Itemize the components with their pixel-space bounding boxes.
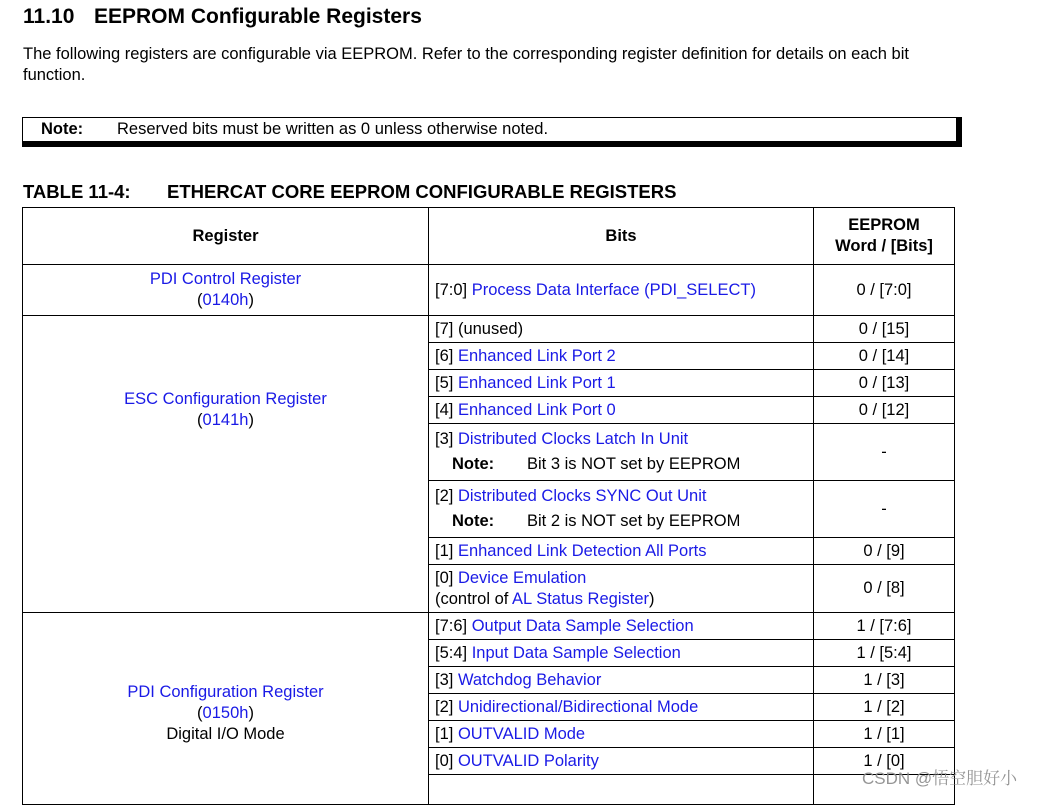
register-link-pdi-control[interactable]: PDI Control Register bbox=[149, 270, 302, 288]
bits-cell bbox=[429, 667, 814, 694]
eeprom-cell: 1 / [0] bbox=[814, 748, 955, 775]
paren: ( bbox=[197, 291, 203, 309]
bits-cell bbox=[429, 775, 814, 805]
bit-link[interactable]: Enhanced Link Port 2 bbox=[457, 346, 616, 365]
bit-link[interactable]: Watchdog Behavior bbox=[457, 670, 602, 689]
bit-link[interactable]: Enhanced Link Port 0 bbox=[457, 400, 616, 419]
bit-index: [5:4] bbox=[435, 643, 468, 662]
eeprom-registers-table bbox=[22, 207, 955, 805]
header-register: Register bbox=[23, 208, 429, 265]
bit-index: [1] bbox=[435, 724, 454, 743]
section-number: 11.10 bbox=[23, 5, 75, 28]
bit-index: [0] bbox=[435, 751, 454, 770]
bit-index: [3] bbox=[435, 430, 454, 448]
bit-index: [6] bbox=[435, 346, 454, 365]
header-eeprom-line2: Word / [Bits] bbox=[835, 237, 933, 255]
table-row bbox=[23, 613, 955, 640]
eeprom-cell: 0 / [9] bbox=[814, 538, 955, 565]
register-addr-link[interactable]: 0141h bbox=[202, 411, 249, 429]
inline-note bbox=[435, 511, 807, 532]
bits-cell bbox=[429, 613, 814, 640]
bit-index: [2] bbox=[435, 697, 454, 716]
header-eeprom-line1: EEPROM bbox=[848, 216, 920, 234]
bit-subtext: ) bbox=[649, 589, 655, 608]
paren: ) bbox=[248, 291, 254, 309]
eeprom-cell: 1 / [5:4] bbox=[814, 640, 955, 667]
eeprom-cell: 1 / [2] bbox=[814, 694, 955, 721]
table-number: TABLE 11-4: bbox=[23, 181, 131, 202]
table-title: ETHERCAT CORE EEPROM CONFIGURABLE REGISTERS bbox=[167, 181, 677, 202]
bits-cell bbox=[429, 721, 814, 748]
inline-note bbox=[435, 454, 807, 475]
eeprom-cell: 1 / [1] bbox=[814, 721, 955, 748]
bit-link[interactable]: OUTVALID Polarity bbox=[457, 751, 599, 770]
bits-cell bbox=[429, 265, 814, 316]
bit-index: [7:6] bbox=[435, 616, 468, 635]
bit-index: [4] bbox=[435, 400, 454, 419]
register-link-pdi-config[interactable]: PDI Configuration Register bbox=[127, 683, 324, 701]
register-addr-link[interactable]: 0140h bbox=[202, 291, 249, 309]
bit-index: [2] bbox=[435, 487, 454, 505]
bit-index: [7:0] bbox=[435, 280, 468, 299]
eeprom-cell: 0 / [14] bbox=[814, 343, 955, 370]
bit-link[interactable]: Output Data Sample Selection bbox=[471, 616, 694, 635]
eeprom-cell: 0 / [8] bbox=[814, 565, 955, 613]
bit-link[interactable]: OUTVALID Mode bbox=[457, 724, 586, 743]
eeprom-cell: 0 / [7:0] bbox=[814, 265, 955, 316]
note-text: Reserved bits must be written as 0 unless otherwise noted. bbox=[117, 120, 549, 138]
bit-link[interactable]: Enhanced Link Detection All Ports bbox=[457, 541, 707, 560]
register-link-esc-config[interactable]: ESC Configuration Register bbox=[124, 390, 327, 408]
bits-cell bbox=[429, 640, 814, 667]
inline-note-label: Note: bbox=[452, 455, 495, 473]
header-eeprom bbox=[814, 208, 955, 265]
eeprom-cell: - bbox=[814, 424, 955, 481]
eeprom-cell: 0 / [15] bbox=[814, 316, 955, 343]
bits-cell bbox=[429, 397, 814, 424]
bits-cell bbox=[429, 316, 814, 343]
note-box bbox=[22, 117, 962, 147]
eeprom-cell: 1 / [7:6] bbox=[814, 613, 955, 640]
bit-subtext: (control of bbox=[435, 589, 513, 608]
paren: ( bbox=[197, 704, 203, 722]
bit-index: [5] bbox=[435, 373, 454, 392]
bit-index: [3] bbox=[435, 670, 454, 689]
bits-cell bbox=[429, 748, 814, 775]
bits-cell bbox=[429, 538, 814, 565]
table-row bbox=[23, 316, 955, 343]
bits-cell bbox=[429, 370, 814, 397]
register-addr-link[interactable]: 0150h bbox=[202, 704, 249, 722]
register-mode: Digital I/O Mode bbox=[166, 725, 285, 743]
table-header-row bbox=[23, 208, 955, 265]
eeprom-cell: 1 / [3] bbox=[814, 667, 955, 694]
paren: ) bbox=[248, 411, 254, 429]
bit-link[interactable]: Distributed Clocks SYNC Out Unit bbox=[457, 487, 707, 505]
bit-link[interactable]: Device Emulation bbox=[457, 568, 587, 587]
bit-index: [7] bbox=[435, 319, 454, 338]
eeprom-cell: - bbox=[814, 481, 955, 538]
eeprom-cell: 0 / [12] bbox=[814, 397, 955, 424]
al-status-register-link[interactable]: AL Status Register bbox=[512, 589, 650, 608]
bit-index: [1] bbox=[435, 541, 454, 560]
bit-link[interactable]: Process Data Interface (PDI_SELECT) bbox=[471, 280, 756, 299]
intro-paragraph: The following registers are configurable via EEPROM. Refer to the corresponding register definition for details on each bit function. bbox=[23, 45, 909, 84]
section-heading bbox=[23, 5, 422, 29]
note-label: Note: bbox=[41, 120, 84, 138]
table-row bbox=[23, 265, 955, 316]
paren: ) bbox=[248, 704, 254, 722]
inline-note-text: Bit 3 is NOT set by EEPROM bbox=[527, 455, 741, 473]
section-title: EEPROM Configurable Registers bbox=[94, 5, 422, 28]
watermark: CSDN @悟空胆好小 bbox=[862, 769, 1018, 788]
inline-note-label: Note: bbox=[452, 512, 495, 530]
bit-link[interactable]: Unidirectional/Bidirectional Mode bbox=[457, 697, 699, 716]
table-caption bbox=[23, 181, 676, 203]
register-cell bbox=[23, 316, 429, 613]
eeprom-cell: 0 / [13] bbox=[814, 370, 955, 397]
header-bits: Bits bbox=[429, 208, 814, 265]
bits-cell bbox=[429, 694, 814, 721]
bits-cell bbox=[429, 565, 814, 613]
bit-index: [0] bbox=[435, 568, 454, 587]
bit-link[interactable]: Enhanced Link Port 1 bbox=[457, 373, 616, 392]
bit-link[interactable]: Input Data Sample Selection bbox=[471, 643, 681, 662]
register-cell bbox=[23, 265, 429, 316]
bits-cell bbox=[429, 424, 814, 481]
inline-note-text: Bit 2 is NOT set by EEPROM bbox=[527, 512, 741, 530]
bits-cell bbox=[429, 343, 814, 370]
register-cell bbox=[23, 613, 429, 805]
paren: ( bbox=[197, 411, 203, 429]
bits-cell bbox=[429, 481, 814, 538]
bit-link[interactable]: Distributed Clocks Latch In Unit bbox=[457, 430, 689, 448]
bit-name: (unused) bbox=[457, 319, 524, 338]
